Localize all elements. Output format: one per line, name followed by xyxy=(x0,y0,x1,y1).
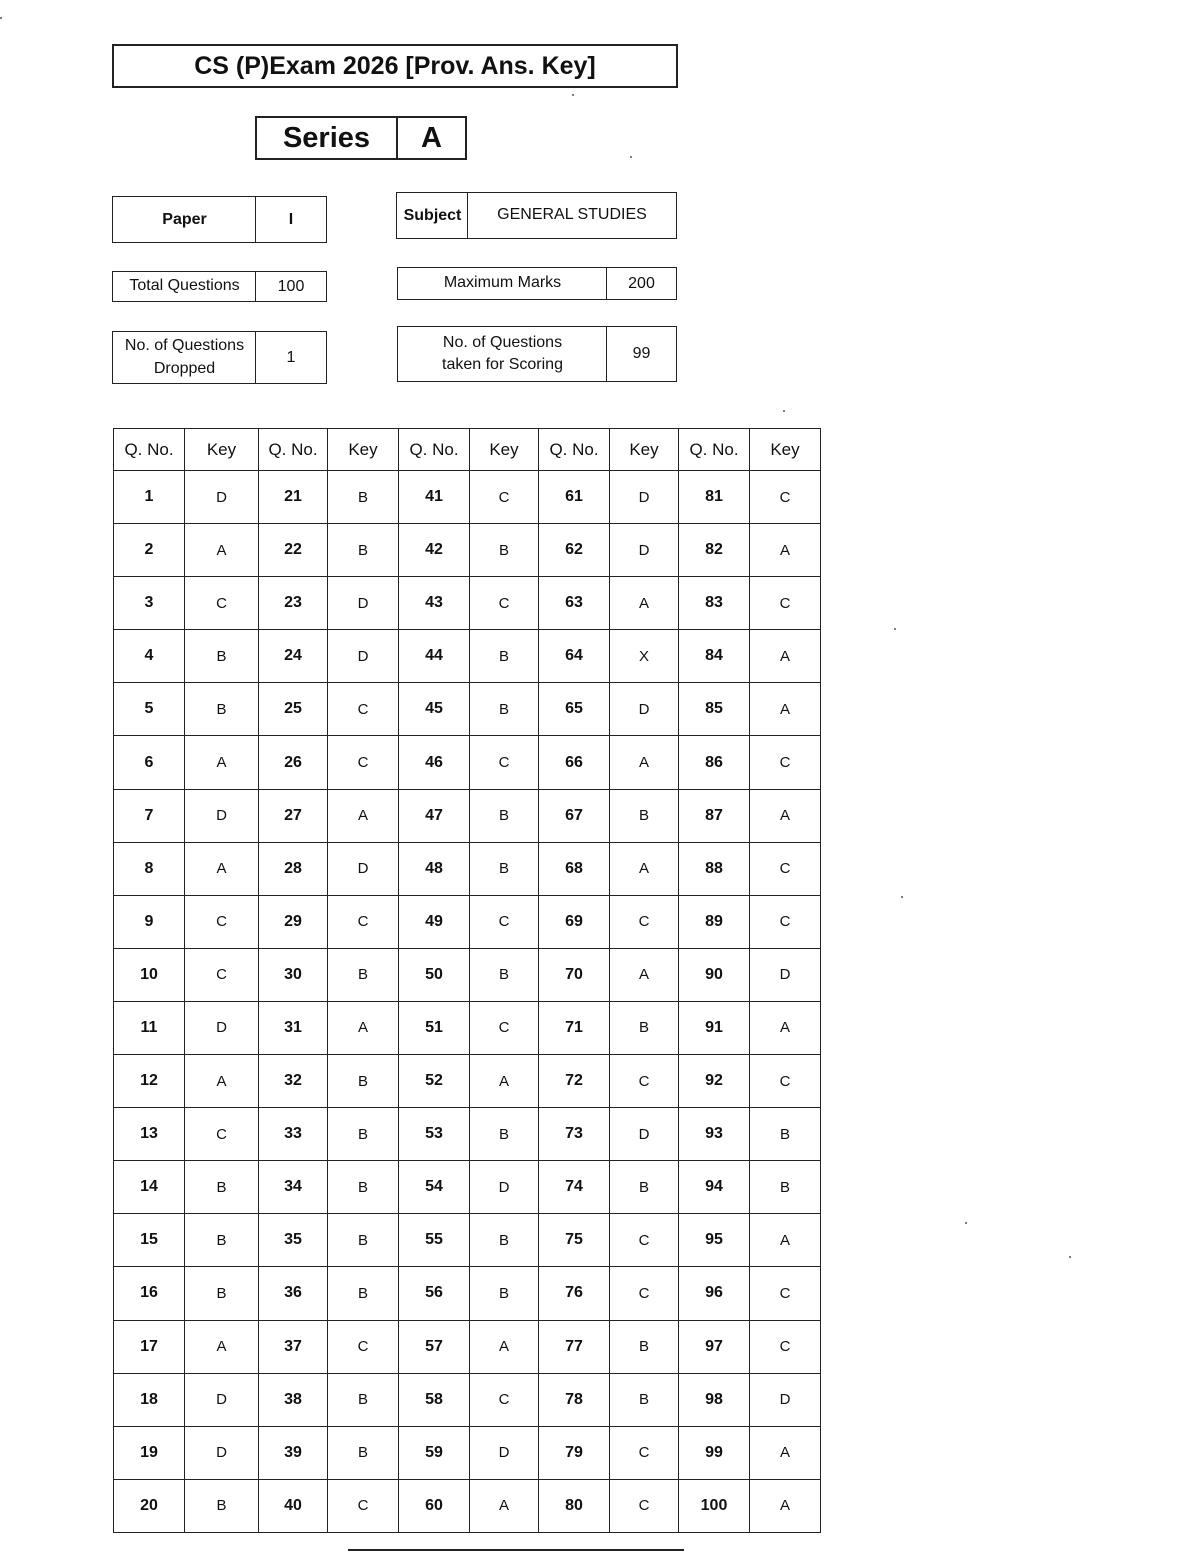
table-row xyxy=(114,948,821,1001)
answer-key-cell: B xyxy=(470,630,539,683)
maximum-marks-label: Maximum Marks xyxy=(397,267,608,300)
question-number-cell: 14 xyxy=(114,1161,185,1214)
question-number-cell: 27 xyxy=(259,789,328,842)
question-number-cell: 49 xyxy=(399,895,470,948)
question-number-cell: 86 xyxy=(679,736,750,789)
question-number-cell: 22 xyxy=(259,524,328,577)
table-row xyxy=(114,630,821,683)
scan-speck xyxy=(1069,1256,1071,1258)
question-number-cell: 45 xyxy=(399,683,470,736)
question-number-cell: 81 xyxy=(679,471,750,524)
question-number-cell: 36 xyxy=(259,1267,328,1320)
answer-key-cell: C xyxy=(610,1479,679,1532)
question-number-cell: 57 xyxy=(399,1320,470,1373)
question-number-cell: 98 xyxy=(679,1373,750,1426)
question-number-cell: 6 xyxy=(114,736,185,789)
answer-key-cell: A xyxy=(750,524,821,577)
series-value: A xyxy=(396,116,467,160)
question-number-cell: 62 xyxy=(539,524,610,577)
questions-scoring-value: 99 xyxy=(606,326,677,382)
question-number-cell: 99 xyxy=(679,1426,750,1479)
question-number-cell: 61 xyxy=(539,471,610,524)
question-number-cell: 30 xyxy=(259,948,328,1001)
question-number-cell: 11 xyxy=(114,1001,185,1054)
answer-key-cell: A xyxy=(470,1479,539,1532)
answer-key-cell: C xyxy=(470,471,539,524)
total-questions-label: Total Questions xyxy=(112,271,257,302)
table-row xyxy=(114,1001,821,1054)
question-number-cell: 52 xyxy=(399,1055,470,1108)
question-number-cell: 44 xyxy=(399,630,470,683)
question-number-cell: 7 xyxy=(114,789,185,842)
answer-key-cell: B xyxy=(470,1108,539,1161)
table-row xyxy=(114,1108,821,1161)
answer-key-cell: B xyxy=(750,1108,821,1161)
answer-key-cell: D xyxy=(328,577,399,630)
answer-key-cell: B xyxy=(328,1426,399,1479)
answer-key-cell: C xyxy=(470,1001,539,1054)
answer-key-cell: B xyxy=(328,1055,399,1108)
question-number-cell: 34 xyxy=(259,1161,328,1214)
answer-key-cell: C xyxy=(328,736,399,789)
table-row xyxy=(114,577,821,630)
answer-key-cell: C xyxy=(610,1267,679,1320)
answer-key-cell: B xyxy=(470,789,539,842)
answer-key-cell: A xyxy=(610,577,679,630)
question-number-cell: 87 xyxy=(679,789,750,842)
question-number-cell: 26 xyxy=(259,736,328,789)
answer-key-cell: B xyxy=(185,1267,259,1320)
answer-key-cell: B xyxy=(185,1161,259,1214)
question-number-cell: 12 xyxy=(114,1055,185,1108)
table-body xyxy=(114,471,821,1533)
qno-column-header: Q. No. xyxy=(679,429,750,471)
question-number-cell: 55 xyxy=(399,1214,470,1267)
answer-key-cell: C xyxy=(185,948,259,1001)
answer-key-cell: B xyxy=(328,1108,399,1161)
answer-key-cell: D xyxy=(750,948,821,1001)
answer-key-cell: B xyxy=(328,948,399,1001)
question-number-cell: 56 xyxy=(399,1267,470,1320)
qno-column-header: Q. No. xyxy=(399,429,470,471)
answer-key-cell: A xyxy=(750,1001,821,1054)
answer-key-cell: B xyxy=(470,842,539,895)
qno-column-header: Q. No. xyxy=(259,429,328,471)
question-number-cell: 39 xyxy=(259,1426,328,1479)
answer-key-cell: A xyxy=(470,1320,539,1373)
answer-key-cell: A xyxy=(750,1479,821,1532)
qno-column-header: Q. No. xyxy=(114,429,185,471)
bottom-divider xyxy=(348,1549,684,1551)
answer-key-cell: C xyxy=(750,1267,821,1320)
scan-speck xyxy=(572,94,574,96)
question-number-cell: 41 xyxy=(399,471,470,524)
answer-key-cell: X xyxy=(610,630,679,683)
question-number-cell: 92 xyxy=(679,1055,750,1108)
question-number-cell: 4 xyxy=(114,630,185,683)
question-number-cell: 71 xyxy=(539,1001,610,1054)
question-number-cell: 78 xyxy=(539,1373,610,1426)
question-number-cell: 67 xyxy=(539,789,610,842)
question-number-cell: 33 xyxy=(259,1108,328,1161)
question-number-cell: 47 xyxy=(399,789,470,842)
question-number-cell: 73 xyxy=(539,1108,610,1161)
answer-key-cell: B xyxy=(470,1214,539,1267)
scan-speck xyxy=(0,17,2,19)
question-number-cell: 21 xyxy=(259,471,328,524)
question-number-cell: 80 xyxy=(539,1479,610,1532)
answer-key-cell: B xyxy=(328,1267,399,1320)
answer-key-cell: A xyxy=(610,948,679,1001)
question-number-cell: 9 xyxy=(114,895,185,948)
question-number-cell: 83 xyxy=(679,577,750,630)
answer-key-cell: B xyxy=(328,1214,399,1267)
table-row xyxy=(114,524,821,577)
answer-key-cell: C xyxy=(610,1426,679,1479)
scan-speck xyxy=(965,1222,967,1224)
question-number-cell: 63 xyxy=(539,577,610,630)
answer-key-cell: A xyxy=(750,1426,821,1479)
answer-key-cell: C xyxy=(470,895,539,948)
answer-key-cell: C xyxy=(750,842,821,895)
answer-key-cell: A xyxy=(185,736,259,789)
answer-key-cell: A xyxy=(328,1001,399,1054)
answer-key-cell: B xyxy=(610,1161,679,1214)
question-number-cell: 58 xyxy=(399,1373,470,1426)
question-number-cell: 43 xyxy=(399,577,470,630)
table-row xyxy=(114,1426,821,1479)
qno-column-header: Q. No. xyxy=(539,429,610,471)
answer-key-cell: D xyxy=(610,1108,679,1161)
answer-key-cell: C xyxy=(185,1108,259,1161)
question-number-cell: 97 xyxy=(679,1320,750,1373)
question-number-cell: 29 xyxy=(259,895,328,948)
scan-speck xyxy=(783,410,785,412)
question-number-cell: 66 xyxy=(539,736,610,789)
question-number-cell: 5 xyxy=(114,683,185,736)
answer-key-cell: C xyxy=(610,1055,679,1108)
answer-key-cell: C xyxy=(750,1320,821,1373)
answer-key-cell: B xyxy=(470,683,539,736)
table-row xyxy=(114,736,821,789)
table-row xyxy=(114,1055,821,1108)
question-number-cell: 8 xyxy=(114,842,185,895)
scan-speck xyxy=(894,628,896,630)
answer-key-table xyxy=(113,428,821,1533)
question-number-cell: 31 xyxy=(259,1001,328,1054)
answer-key-cell: D xyxy=(610,471,679,524)
paper-label: Paper xyxy=(112,196,257,243)
question-number-cell: 75 xyxy=(539,1214,610,1267)
answer-key-cell: C xyxy=(185,895,259,948)
question-number-cell: 82 xyxy=(679,524,750,577)
answer-key-cell: B xyxy=(328,1161,399,1214)
question-number-cell: 51 xyxy=(399,1001,470,1054)
answer-key-cell: A xyxy=(185,1055,259,1108)
total-questions-value: 100 xyxy=(255,271,327,302)
questions-scoring-label-line2: taken for Scoring xyxy=(442,356,563,373)
answer-key-cell: B xyxy=(185,683,259,736)
answer-key-cell: B xyxy=(610,1320,679,1373)
paper-value: I xyxy=(255,196,327,243)
table-row xyxy=(114,1373,821,1426)
answer-key-cell: D xyxy=(470,1426,539,1479)
key-column-header: Key xyxy=(185,429,259,471)
answer-key-cell: A xyxy=(750,630,821,683)
answer-key-cell: B xyxy=(470,948,539,1001)
question-number-cell: 72 xyxy=(539,1055,610,1108)
question-number-cell: 70 xyxy=(539,948,610,1001)
question-number-cell: 20 xyxy=(114,1479,185,1532)
answer-key-cell: C xyxy=(470,736,539,789)
question-number-cell: 13 xyxy=(114,1108,185,1161)
answer-key-cell: C xyxy=(328,683,399,736)
question-number-cell: 38 xyxy=(259,1373,328,1426)
questions-scoring-label xyxy=(397,326,608,382)
answer-key-cell: D xyxy=(185,789,259,842)
answer-key-cell: C xyxy=(750,895,821,948)
answer-key-cell: B xyxy=(470,1267,539,1320)
subject-label: Subject xyxy=(396,192,469,239)
answer-key-cell: D xyxy=(610,524,679,577)
key-column-header: Key xyxy=(328,429,399,471)
answer-key-cell: B xyxy=(610,1373,679,1426)
answer-key-cell: D xyxy=(750,1373,821,1426)
question-number-cell: 18 xyxy=(114,1373,185,1426)
table-row xyxy=(114,1214,821,1267)
question-number-cell: 65 xyxy=(539,683,610,736)
question-number-cell: 84 xyxy=(679,630,750,683)
answer-key-cell: D xyxy=(328,842,399,895)
question-number-cell: 77 xyxy=(539,1320,610,1373)
scan-speck xyxy=(630,156,632,158)
question-number-cell: 32 xyxy=(259,1055,328,1108)
answer-key-cell: B xyxy=(185,1214,259,1267)
question-number-cell: 28 xyxy=(259,842,328,895)
table-row xyxy=(114,895,821,948)
answer-key-cell: C xyxy=(328,1320,399,1373)
table-row xyxy=(114,842,821,895)
maximum-marks-value: 200 xyxy=(606,267,677,300)
answer-key-cell: C xyxy=(610,1214,679,1267)
question-number-cell: 3 xyxy=(114,577,185,630)
question-number-cell: 35 xyxy=(259,1214,328,1267)
question-number-cell: 64 xyxy=(539,630,610,683)
question-number-cell: 69 xyxy=(539,895,610,948)
question-number-cell: 74 xyxy=(539,1161,610,1214)
question-number-cell: 24 xyxy=(259,630,328,683)
question-number-cell: 76 xyxy=(539,1267,610,1320)
question-number-cell: 15 xyxy=(114,1214,185,1267)
subject-value: GENERAL STUDIES xyxy=(467,192,677,239)
answer-key-cell: B xyxy=(185,1479,259,1532)
question-number-cell: 42 xyxy=(399,524,470,577)
answer-key-cell: A xyxy=(185,1320,259,1373)
answer-key-cell: C xyxy=(750,736,821,789)
question-number-cell: 50 xyxy=(399,948,470,1001)
question-number-cell: 19 xyxy=(114,1426,185,1479)
question-number-cell: 37 xyxy=(259,1320,328,1373)
answer-key-cell: A xyxy=(750,683,821,736)
questions-dropped-value: 1 xyxy=(255,331,327,384)
question-number-cell: 2 xyxy=(114,524,185,577)
question-number-cell: 91 xyxy=(679,1001,750,1054)
question-number-cell: 96 xyxy=(679,1267,750,1320)
questions-scoring-label-line1: No. of Questions xyxy=(442,333,563,351)
question-number-cell: 53 xyxy=(399,1108,470,1161)
question-number-cell: 48 xyxy=(399,842,470,895)
question-number-cell: 85 xyxy=(679,683,750,736)
answer-key-cell: C xyxy=(610,895,679,948)
question-number-cell: 100 xyxy=(679,1479,750,1532)
table-row xyxy=(114,1267,821,1320)
question-number-cell: 25 xyxy=(259,683,328,736)
answer-key-cell: C xyxy=(328,1479,399,1532)
answer-key-cell: B xyxy=(328,524,399,577)
questions-dropped-label xyxy=(112,331,257,384)
table-header-row xyxy=(114,429,821,471)
answer-key-cell: C xyxy=(470,577,539,630)
answer-key-cell: B xyxy=(328,471,399,524)
answer-key-cell: B xyxy=(750,1161,821,1214)
page-title: CS (P)Exam 2026 [Prov. Ans. Key] xyxy=(112,44,678,88)
question-number-cell: 54 xyxy=(399,1161,470,1214)
question-number-cell: 17 xyxy=(114,1320,185,1373)
question-number-cell: 16 xyxy=(114,1267,185,1320)
answer-key-cell: C xyxy=(750,471,821,524)
question-number-cell: 94 xyxy=(679,1161,750,1214)
answer-key-cell: B xyxy=(610,1001,679,1054)
question-number-cell: 40 xyxy=(259,1479,328,1532)
key-column-header: Key xyxy=(750,429,821,471)
answer-key-cell: D xyxy=(610,683,679,736)
table-row xyxy=(114,1479,821,1532)
answer-key-cell: B xyxy=(470,524,539,577)
answer-key-cell: B xyxy=(185,630,259,683)
answer-key-cell: B xyxy=(610,789,679,842)
answer-key-cell: A xyxy=(470,1055,539,1108)
answer-key-cell: D xyxy=(328,630,399,683)
question-number-cell: 68 xyxy=(539,842,610,895)
answer-key-cell: A xyxy=(185,842,259,895)
answer-key-cell: A xyxy=(750,789,821,842)
answer-key-cell: C xyxy=(750,1055,821,1108)
answer-key-cell: C xyxy=(750,577,821,630)
question-number-cell: 1 xyxy=(114,471,185,524)
answer-key-cell: A xyxy=(750,1214,821,1267)
key-column-header: Key xyxy=(610,429,679,471)
question-number-cell: 46 xyxy=(399,736,470,789)
answer-key-cell: B xyxy=(328,1373,399,1426)
table-row xyxy=(114,1320,821,1373)
scan-speck xyxy=(901,896,903,898)
answer-key-cell: A xyxy=(610,842,679,895)
question-number-cell: 59 xyxy=(399,1426,470,1479)
answer-key-cell: A xyxy=(610,736,679,789)
answer-key-cell: A xyxy=(328,789,399,842)
question-number-cell: 60 xyxy=(399,1479,470,1532)
series-label: Series xyxy=(255,116,398,160)
answer-key-cell: D xyxy=(185,1426,259,1479)
question-number-cell: 23 xyxy=(259,577,328,630)
answer-key-cell: A xyxy=(185,524,259,577)
question-number-cell: 95 xyxy=(679,1214,750,1267)
table-row xyxy=(114,789,821,842)
question-number-cell: 93 xyxy=(679,1108,750,1161)
key-column-header: Key xyxy=(470,429,539,471)
question-number-cell: 90 xyxy=(679,948,750,1001)
table-row xyxy=(114,683,821,736)
answer-key-cell: C xyxy=(185,577,259,630)
answer-key-cell: C xyxy=(328,895,399,948)
answer-key-cell: D xyxy=(185,471,259,524)
table-row xyxy=(114,1161,821,1214)
question-number-cell: 10 xyxy=(114,948,185,1001)
question-number-cell: 79 xyxy=(539,1426,610,1479)
questions-dropped-label-line2: Dropped xyxy=(153,359,216,377)
questions-dropped-label-line1: No. of Questions xyxy=(124,337,245,355)
answer-key-cell: D xyxy=(185,1001,259,1054)
table-row xyxy=(114,471,821,524)
answer-key-cell: D xyxy=(470,1161,539,1214)
answer-key-cell: C xyxy=(470,1373,539,1426)
answer-key-cell: D xyxy=(185,1373,259,1426)
question-number-cell: 89 xyxy=(679,895,750,948)
question-number-cell: 88 xyxy=(679,842,750,895)
